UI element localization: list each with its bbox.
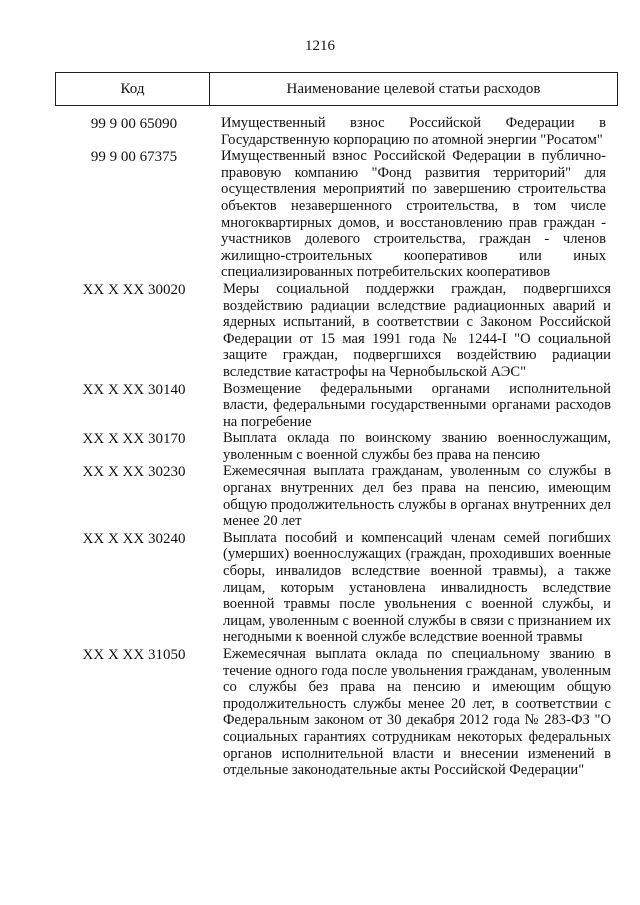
table-row <box>55 148 618 281</box>
header-code-column: Код <box>56 73 210 105</box>
row-text: Меры социальной поддержки граждан, подвергшихся воздействию радиации вследствие радиационных аварий и ядерных испытаний, в соответствии с Законом Российской Федерации от 15 мая 1991 года № 1244-I "О социальной защите граждан, подвергшихся воздействию радиации вследствие катастрофы на Чернобыльской АЭС" <box>223 280 611 380</box>
row-code: ХХ Х ХХ 30240 <box>82 530 186 547</box>
row-code: ХХ Х ХХ 31050 <box>82 647 186 663</box>
row-code: ХХ Х ХХ 30230 <box>82 464 186 481</box>
row-text: Имущественный взнос Российской Федерации в Государственную корпорацию по атомной энергии "Росатом" <box>221 115 606 148</box>
row-text: Выплата пособий и компенсаций членам семей погибших (умерших) военнослужащих (граждан, проходивших военные сборы, инвалидов вследствие военной травмы), а также лицам, которым установлена инвалидность вследствие военной травмы после увольнения с военной службы, и лицам, уволенным с военной службы в связи с признанием их негодными к военной службе вследствие военной травмы <box>223 529 611 646</box>
table-row <box>55 430 618 463</box>
table-row <box>55 115 618 148</box>
table-body <box>55 115 618 779</box>
row-text: Имущественный взнос Российской Федерации в публично-правовую компанию "Фонд развития территорий" для осуществления мероприятий по завершению строительства объектов незавершенного строительства, в том числе многоквартирных домов, и восстановлению прав граждан - участников долевого строительства, граждан - членов жилищно-строительных кооперативов или иных специализированных потребительских кооперативов <box>221 148 606 281</box>
row-code: ХХ Х ХХ 30140 <box>82 381 186 398</box>
table-row <box>55 463 618 529</box>
row-text: Ежемесячная выплата гражданам, уволенным со службы в органах внутренних дел без права на пенсию, имеющим общую продолжительность службы в органах внутренних дел менее 20 лет <box>223 463 611 530</box>
row-code: ХХ Х ХХ 30170 <box>82 431 186 448</box>
table-row <box>55 381 618 431</box>
table-row <box>55 281 618 381</box>
row-text: Ежемесячная выплата оклада по специальному званию в течение одного года после увольнения гражданам, уволенным со службы без права на пенсию и имеющим общую продолжительность службы менее 20 лет, в соответствии с Федеральным законом от 30 декабря 2012 года № 283-ФЗ "О социальных гарантиях сотрудникам некоторых федеральных органов исполнительной власти и внесении изменений в отдельные законодательные акты Российской Федерации" <box>223 646 611 779</box>
header-name-column: Наименование целевой статьи расходов <box>286 81 541 97</box>
table-header <box>55 72 618 106</box>
table-row <box>55 646 618 779</box>
row-text: Возмещение федеральными органами исполнительной власти, федеральными государственными органами расходов на погребение <box>223 380 611 430</box>
row-text: Выплата оклада по воинскому званию военнослужащим, уволенным с военной службы без права на пенсию <box>223 430 611 463</box>
table-row <box>55 530 618 646</box>
row-code: ХХ Х ХХ 30020 <box>82 281 186 298</box>
page-number: 1216 <box>305 38 335 54</box>
row-code: 99 9 00 67375 <box>90 149 178 166</box>
row-code: 99 9 00 65090 <box>90 116 178 132</box>
